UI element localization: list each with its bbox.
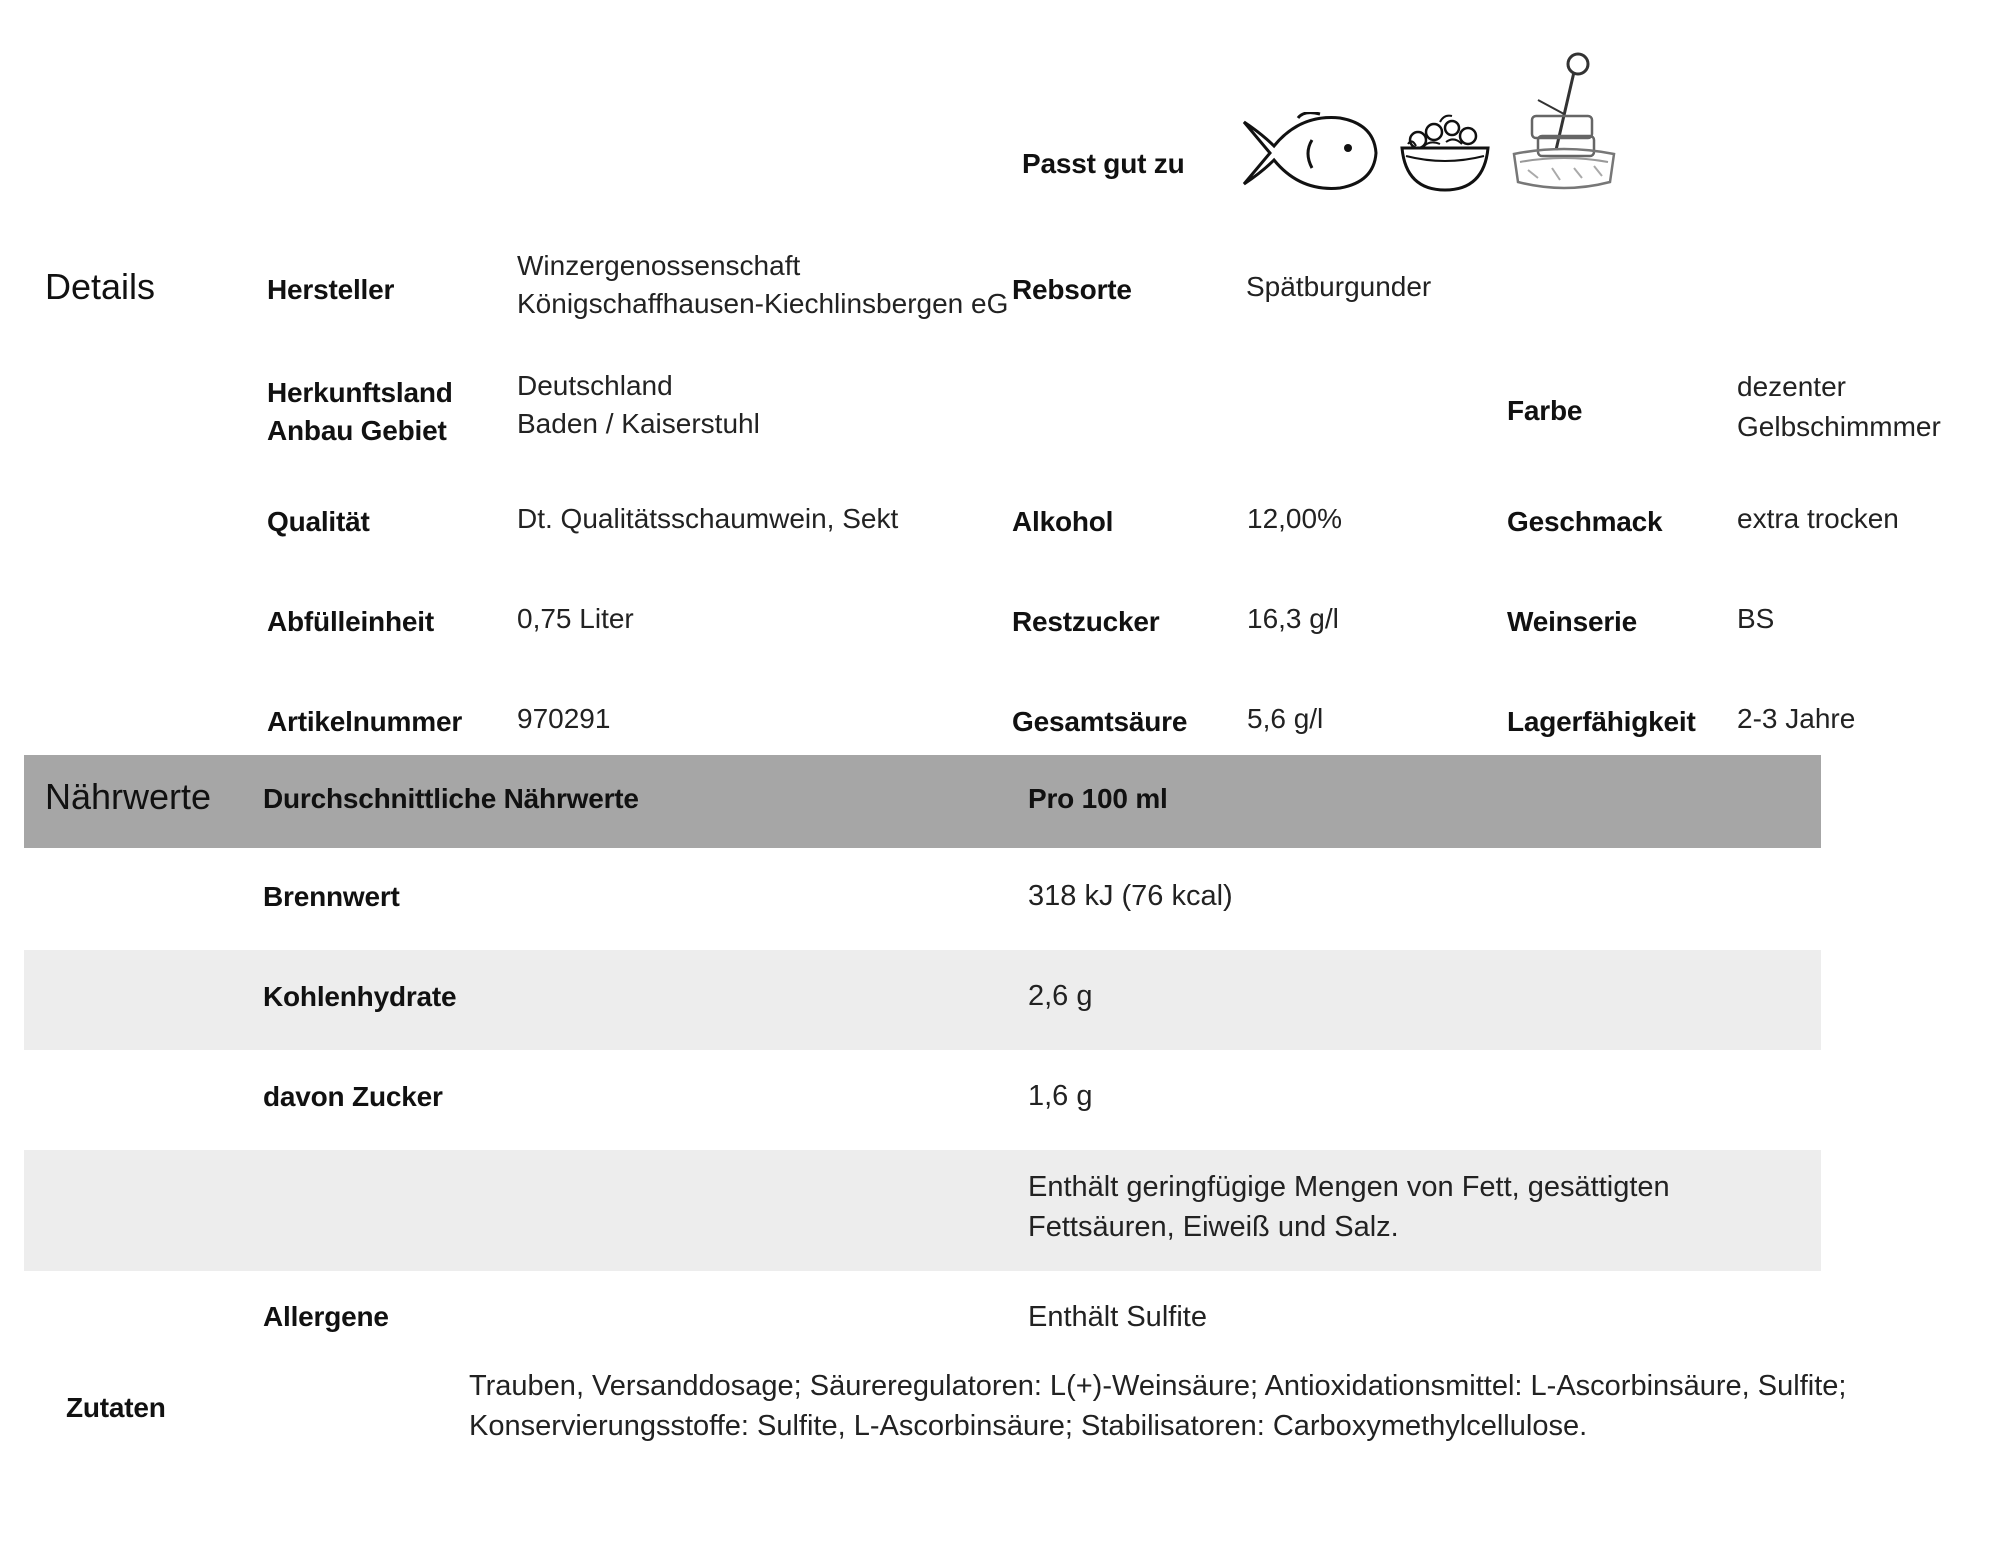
herkunft-label <box>267 374 453 450</box>
weinserie-value: BS <box>1737 603 1775 634</box>
geschmack-label: Geschmack <box>1507 506 1663 537</box>
naehrwerte-note <box>1028 1167 1670 1247</box>
hersteller-value <box>517 247 1008 323</box>
gesamtsaeure-label: Gesamtsäure <box>1012 706 1188 737</box>
kohlenhydrate-value: 2,6 g <box>1028 980 1093 1012</box>
gesamtsaeure-value: 5,6 g/l <box>1247 703 1324 734</box>
qualitaet-value: Dt. Qualitätsschaumwein, Sekt <box>517 503 899 534</box>
zutaten-line1: Trauben, Versanddosage; Säureregulatoren: L(+)-Weinsäure; Antioxidationsmittel: L-Ascorbinsäure, Sulfite; <box>469 1370 1847 1402</box>
pairing-label: Passt gut zu <box>1022 148 1185 179</box>
naehrwerte-header-label: Durchschnittliche Nährwerte <box>263 783 639 814</box>
zucker-value: 1,6 g <box>1028 1080 1093 1112</box>
lagerfaehigkeit-label: Lagerfähigkeit <box>1507 706 1696 737</box>
hersteller-value-line2: Königschaffhausen-Kiechlinsbergen eG <box>517 288 1009 319</box>
details-title: Details <box>45 266 156 307</box>
salad-bowl-icon <box>1396 112 1494 194</box>
alkohol-label: Alkohol <box>1012 506 1114 537</box>
weinserie-label: Weinserie <box>1507 606 1637 637</box>
kohlenhydrate-label: Kohlenhydrate <box>263 981 457 1012</box>
alkohol-value: 12,00% <box>1247 503 1342 534</box>
lagerfaehigkeit-value: 2-3 Jahre <box>1737 703 1856 734</box>
farbe-value-line2: Gelbschimmmer <box>1737 411 1941 442</box>
naehrwerte-note-line2: Fettsäuren, Eiweiß und Salz. <box>1028 1211 1399 1243</box>
fish-icon <box>1240 112 1380 194</box>
herkunftsland-label: Herkunftsland <box>267 377 453 408</box>
hersteller-label: Hersteller <box>267 274 395 305</box>
zutaten-line2: Konservierungsstoffe: Sulfite, L-Ascorbinsäure; Stabilisatoren: Carboxymethylcellulose. <box>469 1410 1588 1442</box>
farbe-label: Farbe <box>1507 395 1583 426</box>
zucker-label: davon Zucker <box>263 1081 443 1112</box>
abfuelleinheit-label: Abfülleinheit <box>267 606 434 637</box>
anbau-gebiet-value: Baden / Kaiserstuhl <box>517 408 760 439</box>
zutaten-value <box>469 1366 1846 1446</box>
naehrwerte-title: Nährwerte <box>45 776 212 817</box>
hersteller-value-line1: Winzergenossenschaft <box>517 250 801 281</box>
geschmack-value: extra trocken <box>1737 503 1899 534</box>
anbau-gebiet-label: Anbau Gebiet <box>267 415 447 446</box>
qualitaet-label: Qualität <box>267 506 370 537</box>
rebsorte-value: Spätburgunder <box>1246 271 1432 302</box>
farbe-value <box>1737 367 1941 447</box>
artikelnummer-label: Artikelnummer <box>267 706 463 737</box>
artikelnummer-value: 970291 <box>517 703 611 734</box>
brennwert-label: Brennwert <box>263 881 400 912</box>
herkunft-value <box>517 367 760 443</box>
farbe-value-line1: dezenter <box>1737 371 1846 402</box>
herkunftsland-value: Deutschland <box>517 370 673 401</box>
appetizer-skewer-icon <box>1508 50 1620 195</box>
brennwert-value: 318 kJ (76 kcal) <box>1028 880 1233 912</box>
abfuelleinheit-value: 0,75 Liter <box>517 603 634 634</box>
zutaten-label: Zutaten <box>66 1392 166 1423</box>
naehrwerte-header-value: Pro 100 ml <box>1028 783 1168 814</box>
allergene-label: Allergene <box>263 1301 389 1332</box>
restzucker-label: Restzucker <box>1012 606 1160 637</box>
rebsorte-label: Rebsorte <box>1012 274 1132 305</box>
naehrwerte-note-line1: Enthält geringfügige Mengen von Fett, gesättigten <box>1028 1171 1670 1203</box>
allergene-value: Enthält Sulfite <box>1028 1301 1207 1333</box>
restzucker-value: 16,3 g/l <box>1247 603 1339 634</box>
